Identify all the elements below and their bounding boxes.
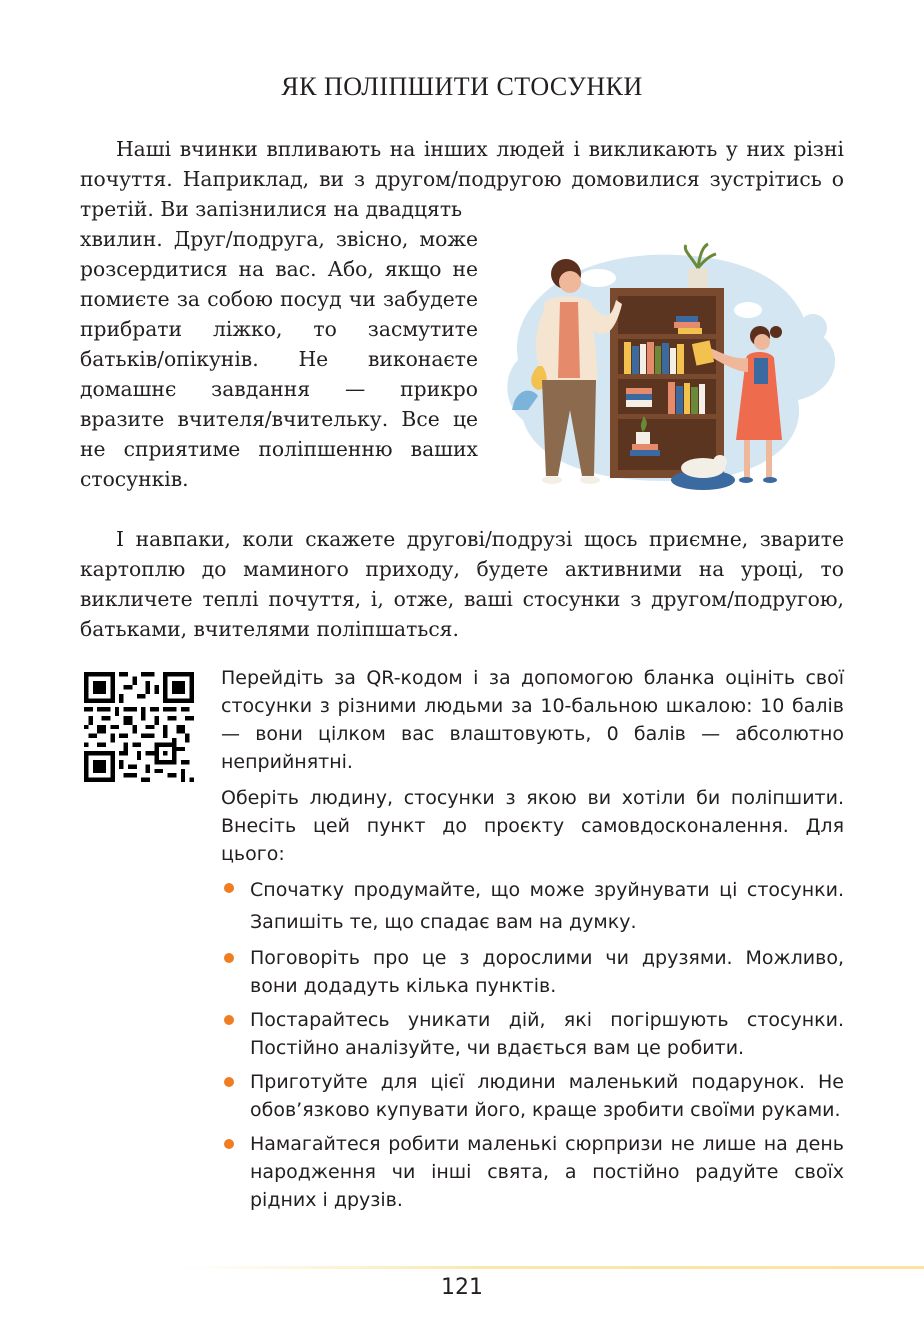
paragraph-intro-continued: хвилин. Друг/подруга, звісно, може розсердитися на вас. Або, якщо не помиєте за собою посуд чи забудете прибрати ліжко, то засмутите батьків/опікунів. Не виконаєте домашнє завдання — прикро вразите вчителя/вчительку. Все це не сприятиме поліпшенню ваших стосунків. xyxy=(80,227,478,491)
list-item xyxy=(221,1130,844,1214)
paragraph-intro-text: Наші вчинки впливають на інших людей і викликають у них різні почуття. Наприклад, ви з другом/подругою домовилися зустрітись о третій. Ви запізнилися на двадцять xyxy=(80,137,844,221)
task-qr-instruction: Перейдіть за QR-кодом і за допомогою бланка оцініть свої стосунки з різними людьми за 10-бальною шкалою: 10 балів — вони цілком вас влаштовують, 0 балів — абсолютно неприйнятні. xyxy=(221,667,844,773)
list-item xyxy=(221,944,844,1000)
list-item-text: Постарайтесь уникати дій, які погіршують стосунки. Постійно аналізуйте, чи вдається вам це робити. xyxy=(250,1009,844,1059)
paragraph-conclusion xyxy=(80,524,844,644)
list-item-text: Поговоріть про це з дорослими чи друзями. Можливо, вони додадуть кілька пунктів. xyxy=(250,947,844,997)
list-item-text: Приготуйте для цієї людини маленький подарунок. Не обов’язково купувати його, краще зробити своїми руками. xyxy=(250,1071,844,1121)
orange-dot-icon xyxy=(224,953,234,963)
page-title: ЯК ПОЛІПШИТИ СТОСУНКИ xyxy=(281,72,643,101)
task-steps-list xyxy=(221,874,844,1220)
list-item-text: Намагайтеся робити маленькі сюрпризи не лише на день народження чи інші свята, а постійно радуйте своїх рідних і друзів. xyxy=(250,1133,844,1211)
list-item xyxy=(221,874,844,938)
footer-divider xyxy=(180,1266,924,1269)
list-item xyxy=(221,1006,844,1062)
illustration-woman-girl-bookshelf xyxy=(498,240,848,496)
orange-dot-icon xyxy=(224,1077,234,1087)
orange-dot-icon xyxy=(224,883,234,893)
page-number: 121 xyxy=(441,1275,483,1300)
orange-dot-icon xyxy=(224,1015,234,1025)
task-choose-person: Оберіть людину, стосунки з якою ви хотіли би поліпшити. Внесіть цей пункт до проєкту самовдосконалення. Для цього: xyxy=(221,787,844,865)
list-item xyxy=(221,1068,844,1124)
paragraph-intro xyxy=(80,134,844,224)
orange-dot-icon xyxy=(224,1139,234,1149)
qr-code-icon[interactable] xyxy=(84,672,194,782)
list-item-text: Спочатку продумайте, що може зруйнувати ці стосунки. Запишіть те, що спадає вам на думку. xyxy=(250,879,844,933)
paragraph-conclusion-text: І навпаки, коли скажете другові/подрузі щось приємне, зварите картоплю до маминого приходу, будете активними на уроці, то викличете теплі почуття, і, отже, ваші стосунки з другом/подругою, батьками, вчителями поліпшаться. xyxy=(80,527,844,641)
